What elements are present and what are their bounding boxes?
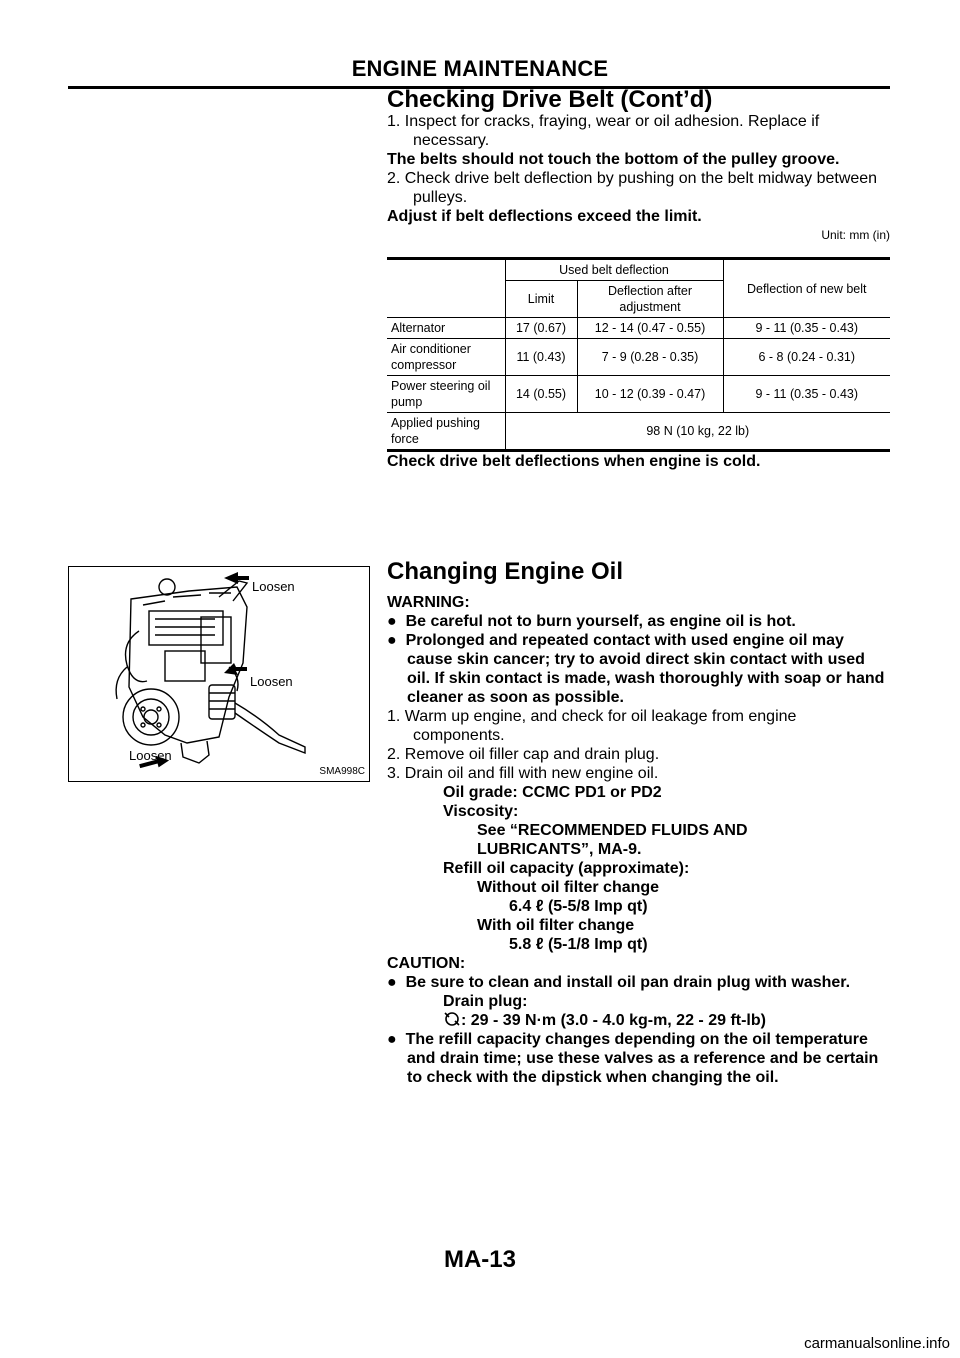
without-filter-value: 6.4 ℓ (5-5/8 Imp qt) xyxy=(509,898,648,915)
header-new-deflection: Deflection of new belt xyxy=(723,259,890,318)
loosen-label-3: Loosen xyxy=(129,748,172,763)
engine-figure xyxy=(68,566,370,782)
table-row xyxy=(387,376,890,413)
with-filter-value: 5.8 ℓ (5-1/8 Imp qt) xyxy=(509,936,648,953)
force-value: 98 N (10 kg, 22 lb) xyxy=(505,413,890,451)
table-corner xyxy=(387,259,505,318)
belt-step-2: 2. Check drive belt deflection by pushing on the belt midway between pulleys. xyxy=(387,170,878,206)
engine-illustration xyxy=(69,567,369,781)
warning-label: WARNING: xyxy=(387,594,470,611)
belt-deflection-table xyxy=(387,257,890,452)
row-limit: 17 (0.67) xyxy=(505,318,577,339)
warning-item: ● Prolonged and repeated contact with used engine oil may cause skin cancer; try to avoid direct skin contact with used oil. If skin contact is made, wash thoroughly with soap or hand cleaner as soon as possible. xyxy=(387,632,885,706)
site-watermark[interactable]: carmanualsonline.info xyxy=(804,1335,950,1352)
viscosity-label: Viscosity: xyxy=(443,803,519,820)
row-limit: 11 (0.43) xyxy=(505,339,577,376)
row-new: 9 - 11 (0.35 - 0.43) xyxy=(723,318,890,339)
section-header: ENGINE MAINTENANCE xyxy=(351,56,609,81)
bullet-icon: ● xyxy=(387,632,406,649)
caution-label: CAUTION: xyxy=(387,955,466,972)
bullet-icon: ● xyxy=(387,613,406,630)
oil-step-2: 2. Remove oil filler cap and drain plug. xyxy=(387,746,660,763)
row-after: 12 - 14 (0.47 - 0.55) xyxy=(577,318,723,339)
table-row xyxy=(387,318,890,339)
row-after: 7 - 9 (0.28 - 0.35) xyxy=(577,339,723,376)
figure-code: SMA998C xyxy=(319,766,365,777)
page-title: Checking Drive Belt (Cont’d) xyxy=(387,86,713,113)
table-row xyxy=(387,413,890,451)
loosen-label-1: Loosen xyxy=(252,579,295,594)
cold-check-note: Check drive belt deflections when engine is cold. xyxy=(387,453,761,470)
oil-section xyxy=(387,558,890,1087)
table-row xyxy=(387,339,890,376)
belt-note-2: Adjust if belt deflections exceed the limit. xyxy=(387,208,702,225)
loosen-label-2: Loosen xyxy=(250,674,293,689)
force-label: Applied pushing force xyxy=(387,413,505,451)
row-limit: 14 (0.55) xyxy=(505,376,577,413)
without-filter-label: Without oil filter change xyxy=(477,879,660,896)
unit-note: Unit: mm (in) xyxy=(821,228,890,242)
caution-item: ● Be sure to clean and install oil pan drain plug with washer. xyxy=(387,974,851,991)
belt-note-1: The belts should not touch the bottom of the pulley groove. xyxy=(387,151,840,168)
page-number: MA-13 xyxy=(443,1246,516,1273)
row-new: 9 - 11 (0.35 - 0.43) xyxy=(723,376,890,413)
oil-step-3: 3. Drain oil and fill with new engine oil. xyxy=(387,765,659,782)
header-after-adjustment: Deflection after adjustment xyxy=(577,281,723,318)
header-used-deflection: Used belt deflection xyxy=(505,259,723,281)
bullet-icon: ● xyxy=(387,974,406,991)
torque-spec: : 29 - 39 N·m (3.0 - 4.0 kg-m, 22 - 29 ft-lb) xyxy=(387,1011,890,1030)
belt-section xyxy=(387,112,890,471)
oil-grade: Oil grade: CCMC PD1 or PD2 xyxy=(443,784,662,801)
row-after: 10 - 12 (0.39 - 0.47) xyxy=(577,376,723,413)
viscosity-ref-2: LUBRICANTS”, MA-9. xyxy=(477,841,642,858)
row-name: Power steering oil pump xyxy=(387,376,505,413)
torque-wrench-icon xyxy=(443,1011,461,1027)
with-filter-label: With oil filter change xyxy=(477,917,635,934)
row-new: 6 - 8 (0.24 - 0.31) xyxy=(723,339,890,376)
oil-section-title: Changing Engine Oil xyxy=(387,558,623,585)
caution-item: ● The refill capacity changes depending on the oil temperature and drain time; use these valves as a reference and be certain to check with the dipstick when changing the oil. xyxy=(387,1031,879,1086)
row-name: Air conditioner compressor xyxy=(387,339,505,376)
header-limit: Limit xyxy=(505,281,577,318)
drain-plug-label: Drain plug: xyxy=(443,993,528,1010)
row-name: Alternator xyxy=(387,318,505,339)
warning-item: ● Be careful not to burn yourself, as engine oil is hot. xyxy=(387,613,796,630)
oil-step-1: 1. Warm up engine, and check for oil leakage from engine components. xyxy=(387,708,797,744)
belt-step-1: 1. Inspect for cracks, fraying, wear or oil adhesion. Replace if necessary. xyxy=(387,113,820,149)
viscosity-ref-1: See “RECOMMENDED FLUIDS AND xyxy=(477,822,748,839)
refill-capacity-label: Refill oil capacity (approximate): xyxy=(443,860,690,877)
bullet-icon: ● xyxy=(387,1031,406,1048)
